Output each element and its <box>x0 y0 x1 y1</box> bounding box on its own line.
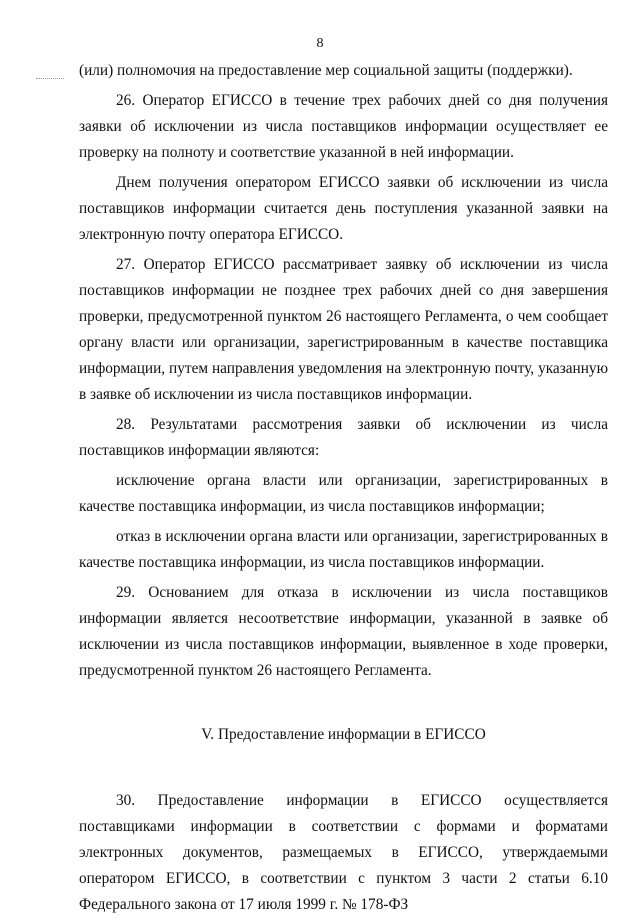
paragraph-exclusion-result: исключение органа власти или организации, зарегистрированных в качестве поставщика информации, из числа поставщиков информации; <box>79 472 608 515</box>
document-body <box>79 58 608 922</box>
paragraph-item-28: 28. Результатами рассмотрения заявки об исключении из числа поставщиков информации являются: <box>79 416 608 459</box>
paragraph-item-27: 27. Оператор ЕГИССО рассматривает заявку об исключении из числа поставщиков информации не позднее трех рабочих дней со дня завершения проверки, предусмотренной пунктом 26 настоящего Регламента, о чем сообщает органу власти или организации, зарегистрированным в качестве поставщика информации, путем направления уведомления на электронную почту, указанную в заявке об исключении из числа поставщиков информации. <box>79 256 608 403</box>
paragraph-continuation: (или) полномочия на предоставление мер социальной защиты (поддержки). <box>79 62 573 79</box>
paragraph-receipt-day: Днем получения оператором ЕГИССО заявки об исключении из числа поставщиков информации считается день поступления указанной заявки на электронную почту оператора ЕГИССО. <box>79 174 608 243</box>
page-number: 8 <box>316 36 324 51</box>
paragraph-item-29: 29. Основанием для отказа в исключении из числа поставщиков информации является несоответствие информации, указанной в заявке об исключении из числа поставщиков информации, выявленное в ходе проверки, предусмотренной пунктом 26 настоящего Регламента. <box>79 584 608 679</box>
section-heading: V. Предоставление информации в ЕГИССО <box>201 726 486 743</box>
paragraph-refusal-result: отказ в исключении органа власти или организации, зарегистрированных в качестве поставщика информации, из числа поставщиков информации. <box>79 528 608 571</box>
paragraph-item-30: 30. Предоставление информации в ЕГИССО осуществляется поставщиками информации в соответствии с формами и форматами электронных документов, размещаемых в ЕГИССО, утверждаемыми оператором ЕГИССО, в соответствии с пунктом 3 части 2 статьи 6.10 Федерального закона от 17 июля 1999 г. № 178-ФЗ <box>79 792 608 913</box>
paragraph-item-26: 26. Оператор ЕГИССО в течение трех рабочих дней со дня получения заявки об исключении из числа поставщиков информации осуществляет ее проверку на полноту и соответствие указанной в ней информации. <box>79 92 608 161</box>
scan-margin-mark <box>36 78 64 79</box>
